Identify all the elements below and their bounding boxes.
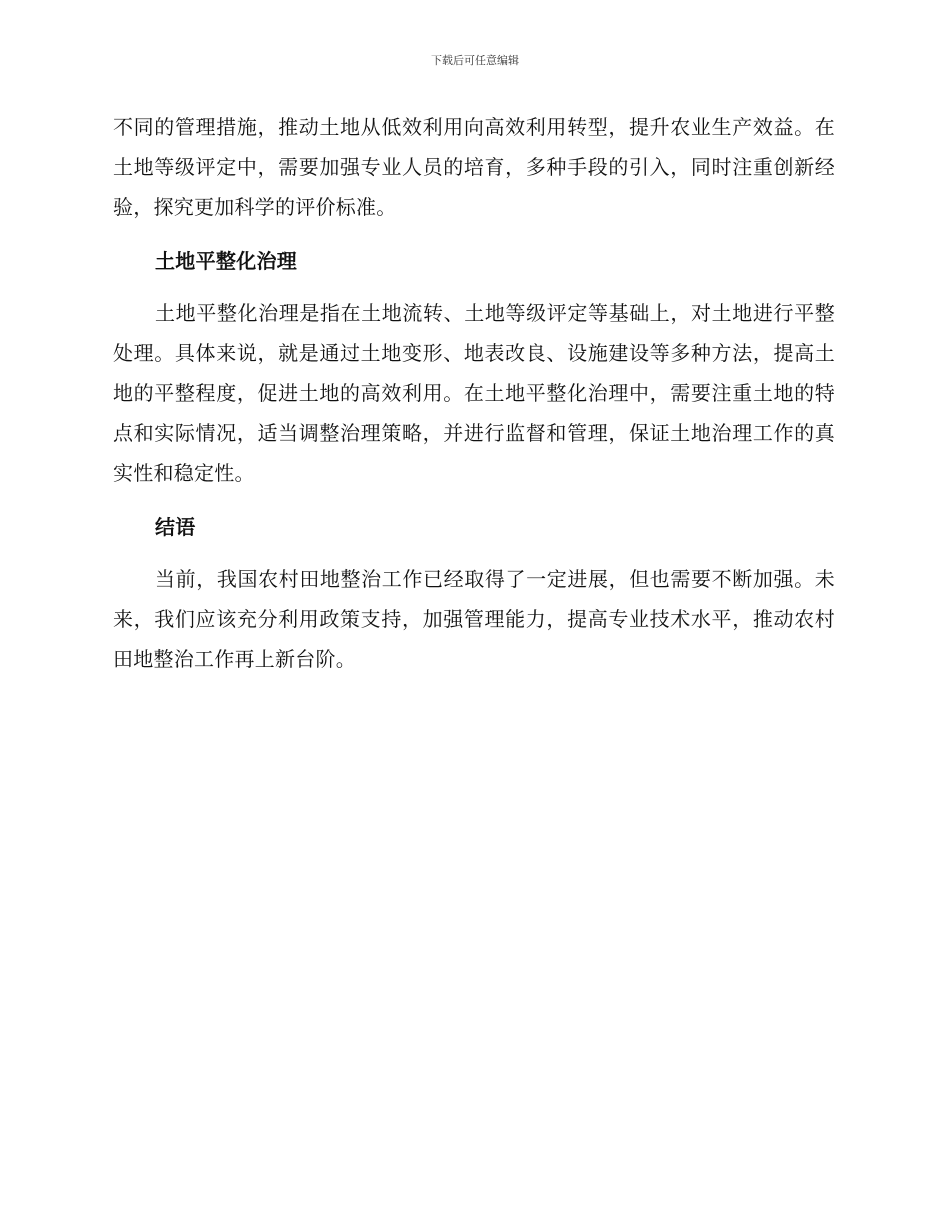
- continued-paragraph: 不同的管理措施，推动土地从低效利用向高效利用转型，提升农业生产效益。在土地等级评定中，需要加强专业人员的培育，多种手段的引入，同时注重创新经验，探究更加科学的评价标准。: [113, 115, 835, 219]
- section-heading-conclusion: 结语: [155, 515, 196, 539]
- section-heading-land-leveling: 土地平整化治理: [155, 249, 298, 273]
- conclusion-paragraph: 当前，我国农村田地整治工作已经取得了一定进展，但也需要不断加强。未来，我们应该充分利用政策支持，加强管理能力，提高专业技术水平，推动农村田地整治工作再上新台阶。: [113, 567, 835, 671]
- header-note: 下载后可任意编辑: [431, 54, 519, 67]
- document-body: [113, 107, 835, 693]
- land-leveling-paragraph: 土地平整化治理是指在土地流转、土地等级评定等基础上，对土地进行平整处理。具体来说，就是通过土地变形、地表改良、设施建设等多种方法，提高土地的平整程度，促进土地的高效利用。在土地平整化治理中，需要注重土地的特点和实际情况，适当调整治理策略，并进行监督和管理，保证土地治理工作的真实性和稳定性。: [113, 301, 835, 485]
